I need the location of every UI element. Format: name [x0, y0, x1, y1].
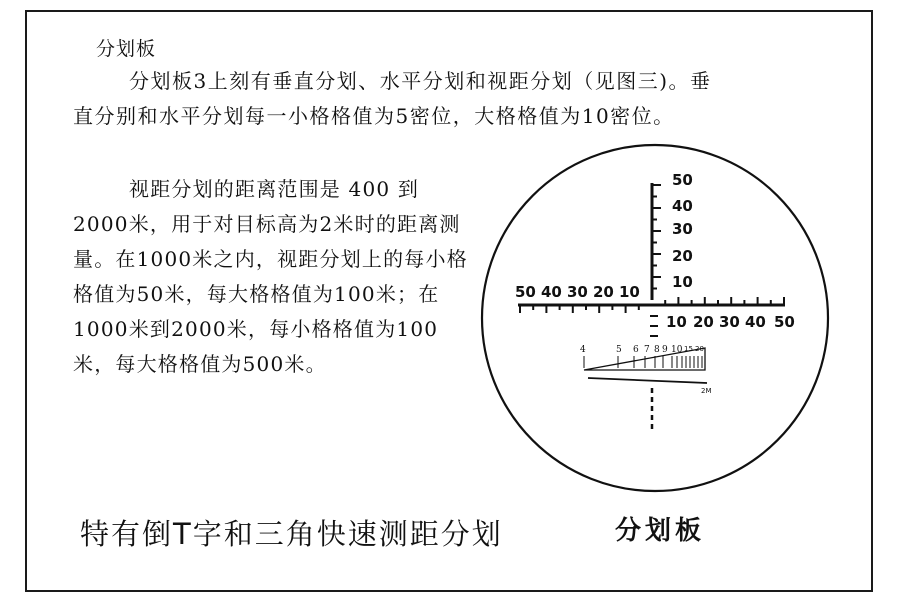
vertical-label-50: 50 — [672, 171, 693, 189]
lower-vertical-dashes — [650, 316, 658, 429]
heading: 分划板 — [96, 38, 157, 60]
stadia-label-10: 10 — [671, 345, 683, 355]
right-label-30: 30 — [719, 313, 740, 331]
stadia-label-4: 4 — [580, 345, 586, 355]
stadia-label-7: 7 — [644, 345, 650, 355]
left-label-20: 20 — [593, 283, 614, 301]
left-label-10: 10 — [619, 283, 640, 301]
left-label-50: 50 — [515, 283, 536, 301]
vertical-label-10: 10 — [672, 273, 693, 291]
left-label-40: 40 — [541, 283, 562, 301]
reticle-title: 分划板 — [615, 516, 706, 546]
right-label-20: 20 — [693, 313, 714, 331]
stadia-label-20: 20 — [695, 345, 704, 353]
left-label-30: 30 — [567, 283, 588, 301]
vertical-label-40: 40 — [672, 197, 693, 215]
stadia-label-9: 9 — [662, 345, 668, 355]
right-label-50: 50 — [774, 313, 795, 331]
vertical-label-30: 30 — [672, 220, 693, 238]
paragraph-2-text: 视距分划的距离范围是 400 到2000米，用于对目标高为2米时的距离测量。在1000米之内，视距分划上的每小格格值为50米，每大格格值为100米；在1000米到2000米，每小格格值为100米，每大格格值为500米。 — [73, 177, 468, 376]
stadia-label-15: 15 — [684, 345, 693, 353]
right-label-40: 40 — [745, 313, 766, 331]
stadia-label-8: 8 — [654, 345, 660, 355]
stadia-label-6: 6 — [633, 345, 639, 355]
stadia-label-5: 5 — [616, 345, 622, 355]
stadia-base-line — [588, 378, 707, 383]
paragraph-1-text: 分划板3上刻有垂直分划、水平分划和视距分划（见图三)。垂直分别和水平分划每一小格格值为5密位，大格格值为10密位。 — [73, 69, 712, 128]
vertical-label-20: 20 — [672, 247, 693, 265]
right-label-10: 10 — [666, 313, 687, 331]
stadia-mark-2m: 2M — [701, 387, 712, 395]
figure-caption: 特有倒T字和三角快速测距分划 — [80, 517, 503, 551]
